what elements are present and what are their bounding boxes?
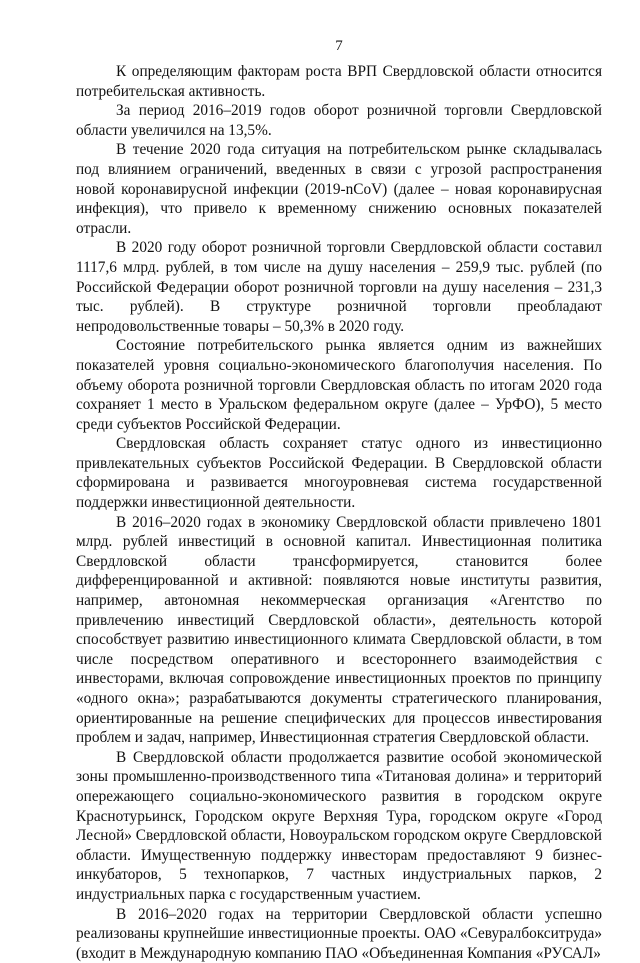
paragraph-1: К определяющим факторам роста ВРП Свердловской области относится потребительская активность. <box>76 63 602 100</box>
paragraph-3: В течение 2020 года ситуация на потребительском рынке складывалась под влиянием ограничений, введенных в связи с угрозой распространения новой коронавирусной инфекции (2019-nCoV) (далее – новая коронавирусная инфекция), что привело к временному снижению основных показателей отрасли. <box>76 141 602 237</box>
page-number: 7 <box>335 38 343 54</box>
paragraph-9: В 2016–2020 годах на территории Свердловской области успешно реализованы крупнейшие инвестиционные проекты. ОАО «Севуралбокситруда» (входит в Международную компанию ПАО «Объединенная Компания «РУСАЛ» <box>76 905 602 962</box>
paragraph-6: Свердловская область сохраняет статус одного из инвестиционно привлекательных субъектов Российской Федерации. В Свердловской области сформирована и развивается многоуровневая система государственной поддержки инвестиционной деятельности. <box>76 435 602 512</box>
paragraph-8: В Свердловской области продолжается развитие особой экономической зоны промышленно-производственного типа «Титановая долина» и территорий опережающего социально-экономического развития в городском округе Краснотурьинск, Городском округе Верхняя Тура, городском округе «Город Лесной» Свердловской области, Новоуральском городском округе Свердловской области. Имущественную поддержку инвесторам предоставляют 9 бизнес-инкубаторов, 5 технопарков, 7 частных индустриальных парков, 2 индустриальных парка с государственным участием. <box>76 748 602 903</box>
paragraph-7: В 2016–2020 годах в экономику Свердловской области привлечено 1801 млрд. рублей инвестиций в основной капитал. Инвестиционная политика Свердловской области трансформируется, становится более дифференцированной и активной: появляются новые институты развития, например, автономная некоммерческая организация «Агентство по привлечению инвестиций Свердловской области», деятельность которой способствует развитию инвестиционного климата Свердловской области, в том числе посредством оперативного и всестороннего взаимодействия с инвесторами, включая сопровождение инвестиционных проектов по принципу «одного окна»; разрабатываются документы стратегического планирования, ориентированные на решение специфических для процессов инвестирования проблем и задач, например, Инвестиционная стратегия Свердловской области. <box>76 513 602 747</box>
paragraph-2: За период 2016–2019 годов оборот розничной торговли Свердловской области увеличился на 13,5%. <box>76 102 602 139</box>
paragraph-5: Состояние потребительского рынка является одним из важнейших показателей уровня социально-экономического благополучия населения. По объему оборота розничной торговли Свердловская область по итогам 2020 года сохраняет 1 место в Уральском федеральном округе (далее – УрФО), 5 место среди субъектов Российской Федерации. <box>76 337 602 433</box>
paragraph-4: В 2020 году оборот розничной торговли Свердловской области составил 1117,6 млрд. рублей, в том числе на душу населения – 259,9 тыс. рублей (по Российской Федерации оборот розничной торговли на душу населения – 231,3 тыс. рублей). В структуре розничной торговли преобладают непродовольственные товары – 50,3% в 2020 году. <box>76 239 602 335</box>
